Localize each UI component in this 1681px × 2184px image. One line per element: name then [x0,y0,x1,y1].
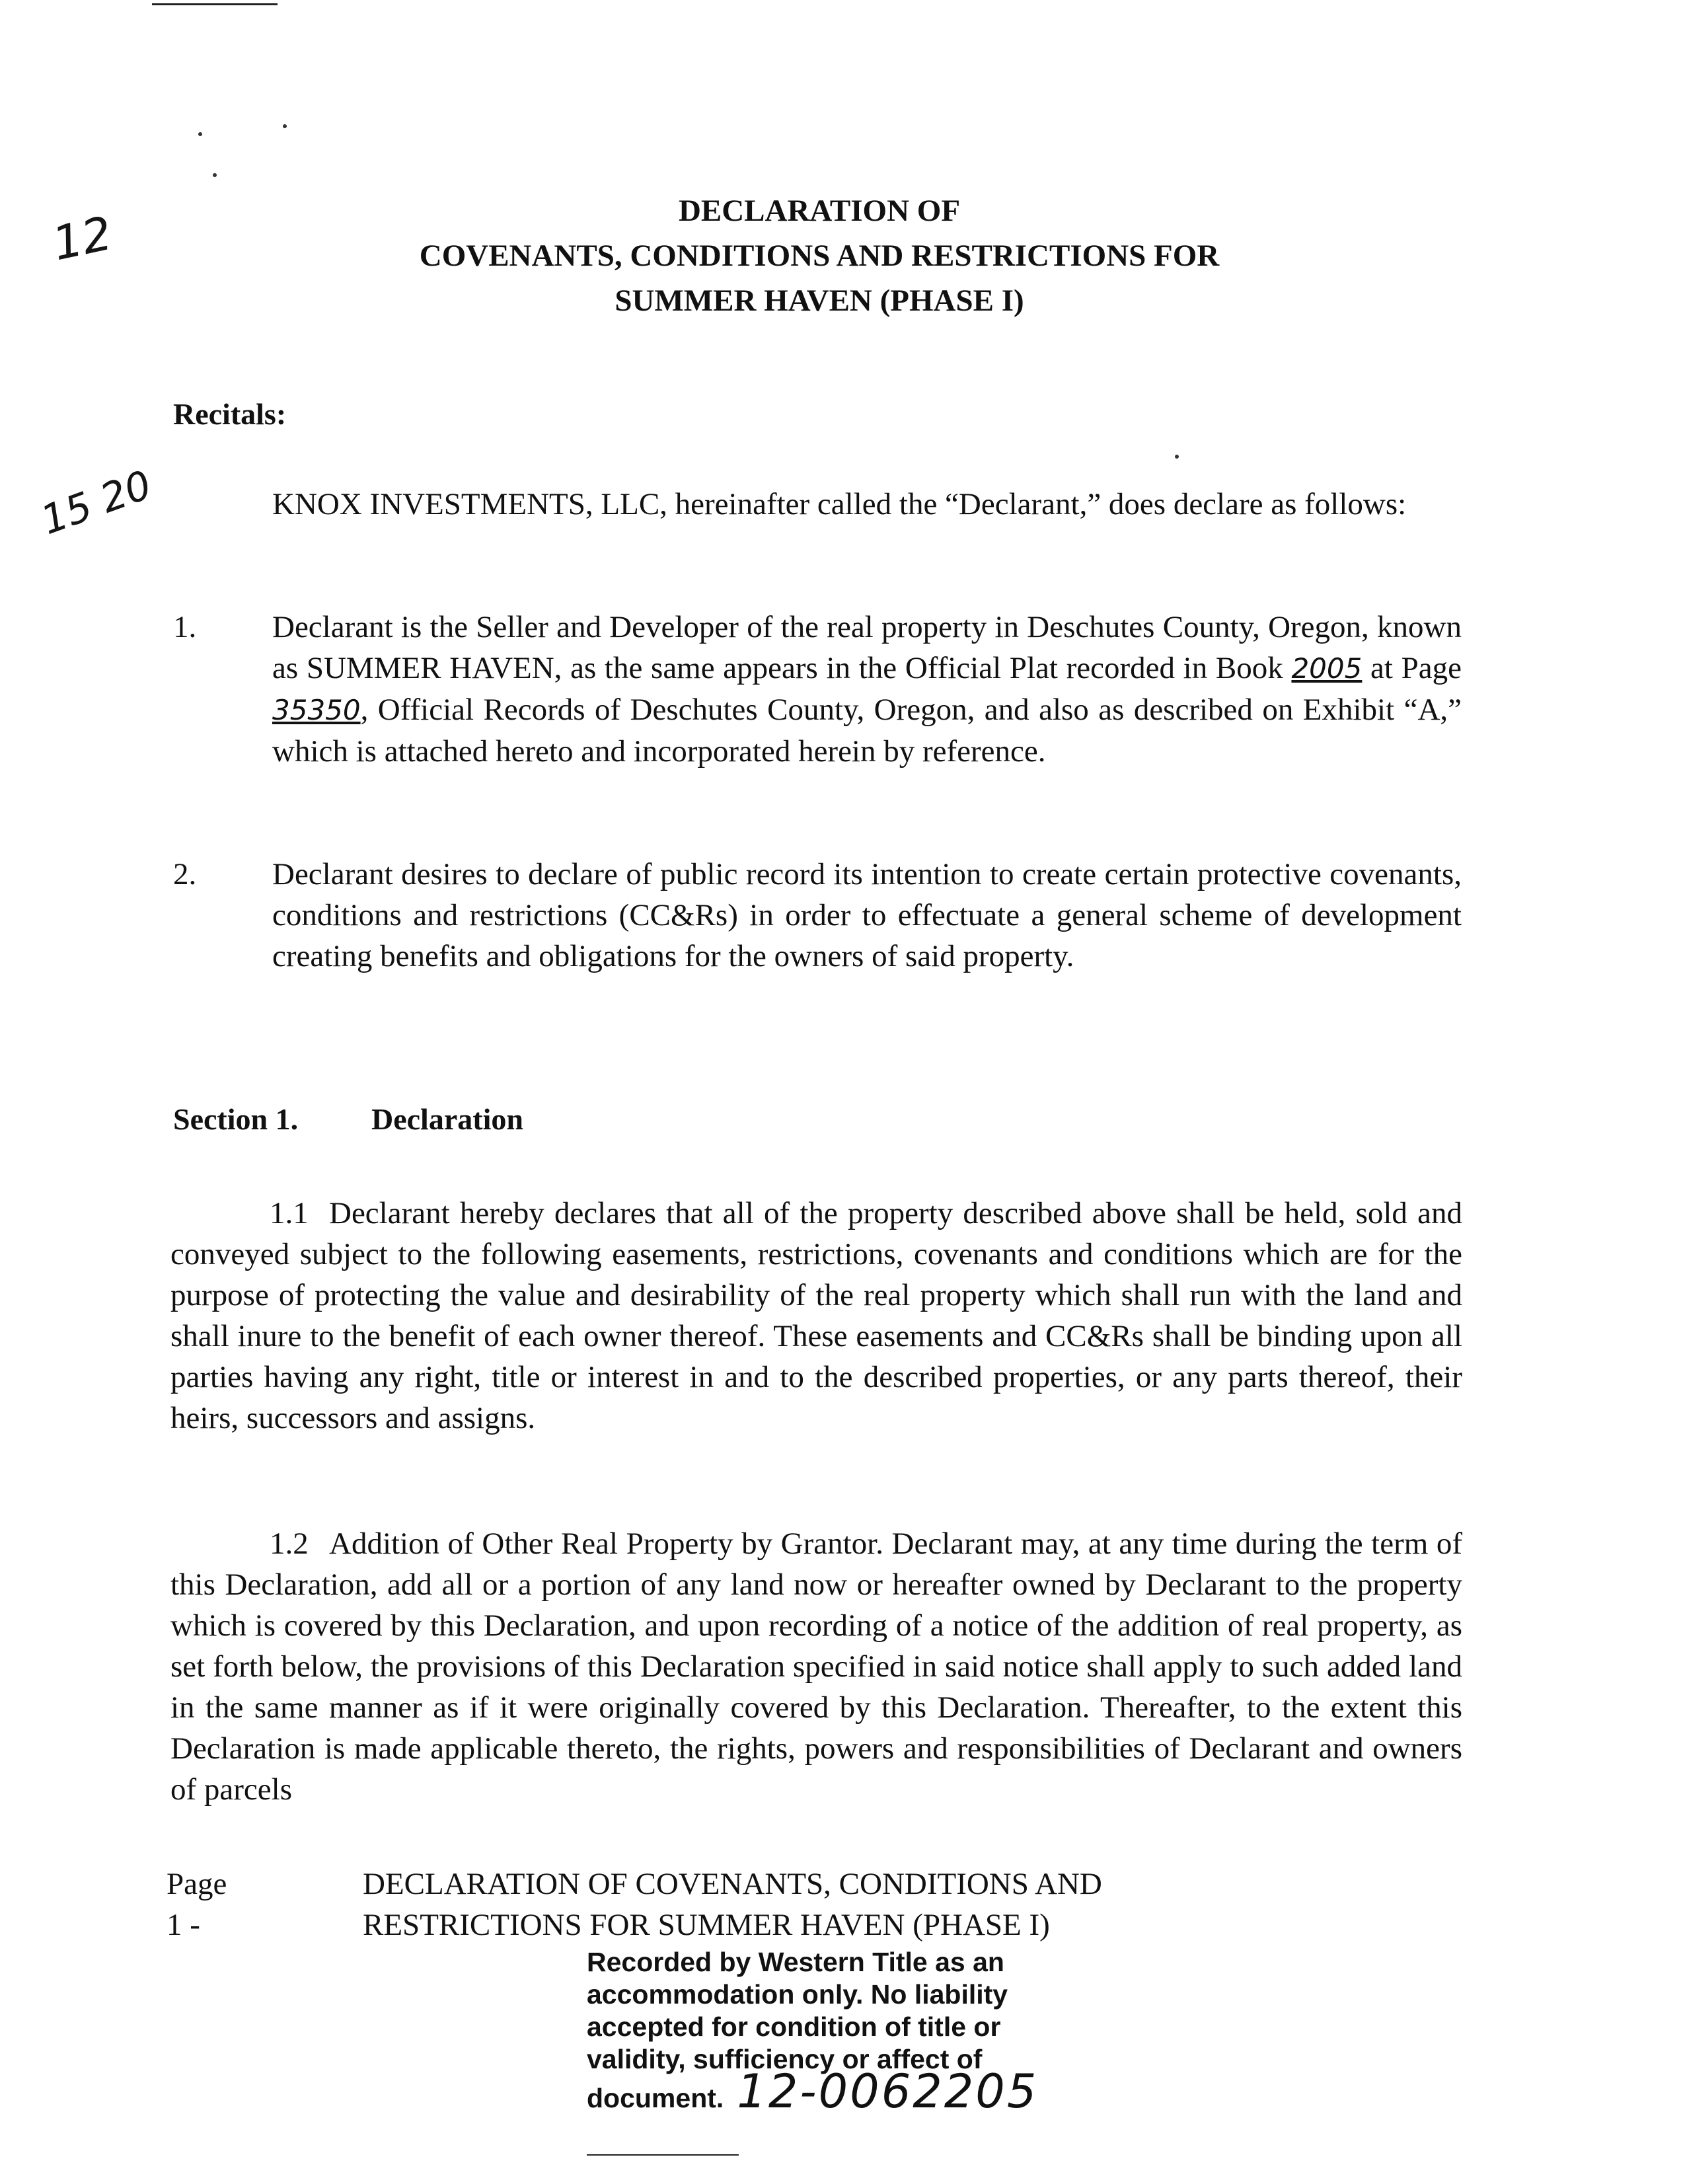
recital-text-part: , Official Records of Deschutes County, Oregon, and also as described on Exhibit “A,” which is attached hereto and incorporated herein by reference. [272,693,1462,769]
section-paragraph [170,1523,1462,1810]
handwritten-side-mark: 15 20 [35,461,158,545]
recording-stamp [587,1946,1181,2119]
paragraph-number: 1.2 [270,1526,309,1561]
document-title [198,188,1440,323]
page-label: Page 1 - [167,1867,227,1942]
stamp-line: validity, sufficiency or affect of [587,2044,983,2074]
recital-item-text [272,607,1462,772]
paragraph-text: Declarant hereby declares that all of the property described above shall be held, sold and conveyed subject to the following easements, restrictions, covenants and conditions which are for the purpose of protecting the value and desirability of the real property which shall run with the land and shall inure to the benefit of each owner thereof. These easements and CC&Rs shall be binding upon all parties having any right, title or interest in and to the described properties, or any parts thereof, their heirs, successors and assigns. [170,1196,1462,1435]
handwritten-book-number: 2005 [1291,652,1363,685]
recital-item-text: Declarant desires to declare of public record its intention to create certain protective covenants, conditions and restrictions (CC&Rs) in order to effectuate a general scheme of development creating benefits and obligations for the owners of said property. [272,857,1462,973]
recital-item-number: 2. [173,857,197,891]
recital-text-part: Declarant is the Seller and Developer of the real property in Deschutes County, Oregon, known as SUMMER HAVEN, as the same appears in the Official Plat recorded in Book [272,610,1462,685]
stamp-line: accepted for condition of title or [587,2012,1001,2042]
recitals-heading: Recitals: [173,397,287,431]
handwritten-record-number: 12-0062205 [737,2064,1039,2119]
scan-edge-line [152,3,278,5]
handwritten-margin-mark: 12 [48,206,117,272]
paragraph-number: 1.1 [270,1196,309,1230]
scan-speck [198,132,202,136]
recital-item [173,854,1462,977]
stamp-document-label: document. [587,2083,724,2113]
title-line: COVENANTS, CONDITIONS AND RESTRICTIONS FOR [419,239,1220,273]
intro-paragraph: KNOX INVESTMENTS, LLC, hereinafter called the “Declarant,” does declare as follows: [272,487,1407,521]
scan-speck [1175,455,1179,459]
stamp-line-last [587,2064,1181,2119]
handwritten-page-number: 35350 [272,694,361,726]
recital-item [173,607,1462,772]
section-heading [173,1102,523,1137]
recital-text-part: at Page [1362,651,1462,685]
footer-title [363,1864,1288,1945]
scan-speck [213,173,217,177]
scan-speck [283,124,287,128]
footer-title-line: RESTRICTIONS FOR SUMMER HAVEN (PHASE I) [363,1908,1050,1942]
stamp-line: Recorded by Western Title as an [587,1947,1004,1977]
title-line: DECLARATION OF [678,194,961,228]
section-paragraph [170,1193,1462,1439]
section-number: Section 1. [173,1102,299,1136]
section-title: Declaration [371,1102,523,1136]
stamp-line: accommodation only. No liability [587,1979,1008,2010]
title-line: SUMMER HAVEN (PHASE I) [615,283,1024,318]
footer-title-line: DECLARATION OF COVENANTS, CONDITIONS AND [363,1867,1102,1901]
stamp-underline [587,2154,739,2156]
paragraph-text: Addition of Other Real Property by Grantor. Declarant may, at any time during the term of this Declaration, add all or a portion of any land now or hereafter owned by Declarant to the property which is covered by this Declaration, and upon recording of a notice of the addition of real property, as set forth below, the provisions of this Declaration specified in said notice shall apply to such added land in the same manner as if it were originally covered by this Declaration. Thereafter, to the extent this Declaration is made applicable thereto, the rights, powers and responsibilities of Declarant and owners of parcels [170,1526,1462,1807]
recital-item-number: 1. [173,610,197,644]
